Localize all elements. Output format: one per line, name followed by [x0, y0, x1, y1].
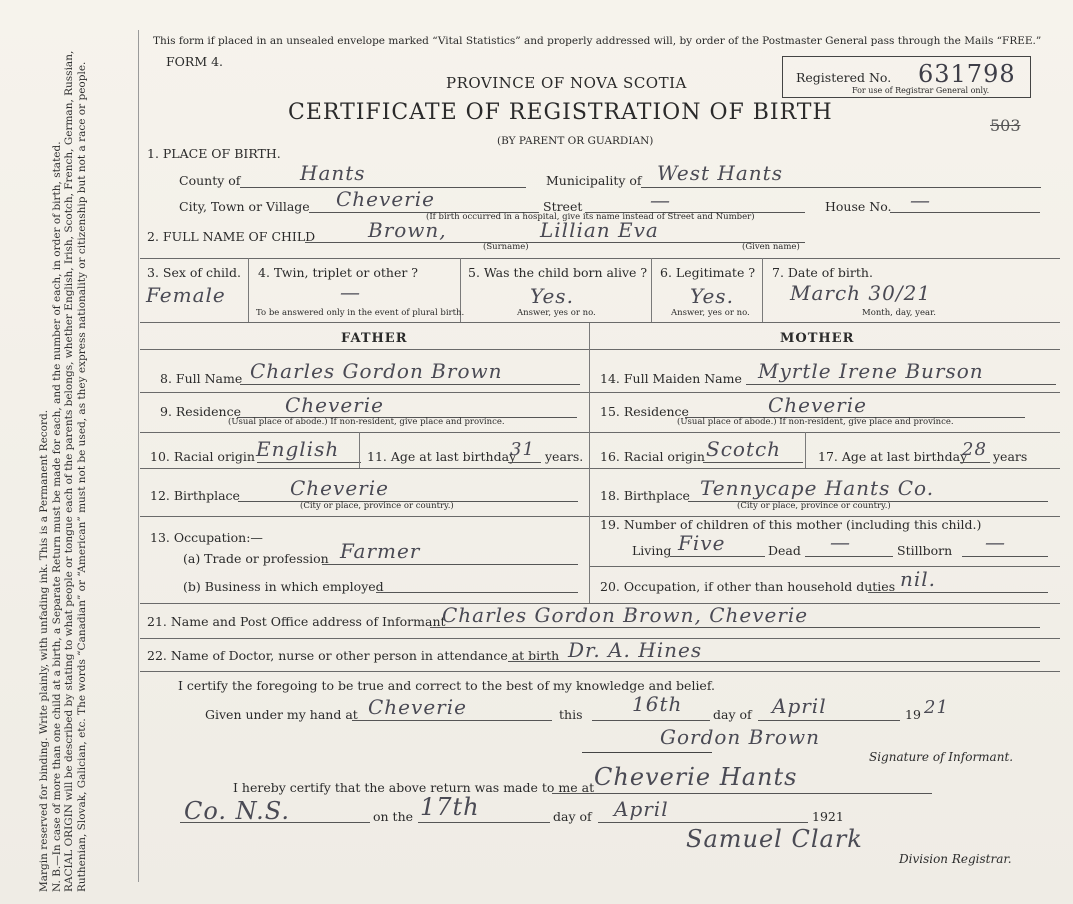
father-birthplace-label: 12. Birthplace — [150, 488, 240, 503]
registered-label: Registered No. — [796, 70, 892, 85]
given-day-of-label: day of — [713, 707, 752, 722]
doctor-label: 22. Name of Doctor, nurse or other person in attendance at birth — [147, 648, 560, 663]
child-name-label: 2. FULL NAME OF CHILD — [147, 229, 316, 244]
city-label: City, Town or Village — [179, 199, 310, 214]
alive-value: Yes. — [530, 284, 574, 308]
mother-occupation: nil. — [900, 567, 937, 591]
postal-note: This form if placed in an unsealed envelope marked “Vital Statistics” and properly addressed will, by order of the Postmaster General pass through the Mails “FREE.” — [153, 35, 1042, 47]
county-value: Hants — [300, 161, 366, 185]
father-business-label: (b) Business in which employed — [183, 579, 384, 594]
margin-note-2: N. B.—In case of more than one child at a birth, a Separate Return must be made for each, and the number of each, in order of birth, stated. — [50, 141, 63, 892]
father-name: Charles Gordon Brown — [250, 359, 503, 383]
mother-racial-line — [703, 462, 803, 463]
mother-children-label: 19. Number of children of this mother (including this child.) — [600, 517, 982, 532]
given-under-label: Given under my hand at — [205, 707, 358, 722]
mother-row-rule-2 — [590, 432, 1060, 433]
mother-row-rule-3 — [590, 468, 1060, 469]
registrar-day-of-label: day of — [553, 809, 592, 824]
margin-note-4: Ruthenian, Slovak, Galician, etc. The words “Canadian” or “American” must not be used, as they express nationality or citizenship but not a race or people. — [75, 61, 88, 892]
parents-header-rule — [140, 349, 1060, 350]
legitimate-value: Yes. — [690, 284, 734, 308]
mother-birthplace-label: 18. Birthplace — [600, 488, 690, 503]
registrar-place-line — [552, 793, 932, 794]
given-day-line — [592, 720, 710, 721]
mother-occupation-line — [868, 592, 1048, 593]
father-age-label: 11. Age at last birthday — [367, 449, 517, 464]
row-bottom-rule — [140, 322, 1060, 323]
this-label: this — [559, 707, 583, 722]
given-place: Cheverie — [368, 695, 467, 719]
twin-note: To be answered only in the event of plural birth. — [256, 308, 465, 318]
city-value: Cheverie — [336, 187, 435, 211]
col-divider-3 — [651, 258, 652, 322]
registrar-county: Co. N.S. — [184, 797, 290, 825]
mother-birthplace: Tennycape Hants Co. — [700, 476, 935, 500]
house-label: House No. — [825, 199, 892, 214]
legitimate-label: 6. Legitimate ? — [660, 265, 756, 280]
given-month-line — [758, 720, 900, 721]
informant-signature-caption: Signature of Informant. — [869, 750, 1014, 764]
registrar-day: 17th — [420, 793, 480, 821]
given-year: 21 — [924, 697, 949, 718]
corner-mark: 503 — [990, 116, 1021, 135]
father-row-rule-2 — [140, 432, 589, 433]
informant-signature: Gordon Brown — [660, 725, 820, 749]
father-age-divider — [359, 432, 360, 468]
father-residence-note: (Usual place of abode.) If non-resident, give place and province. — [228, 417, 505, 427]
mother-age-label: 17. Age at last birthday — [818, 449, 968, 464]
informant-line — [430, 627, 1040, 628]
father-racial: English — [256, 437, 340, 461]
mother-name-line — [746, 384, 1056, 385]
registrar-use-note: For use of Registrar General only. — [852, 86, 990, 95]
registrar-place: Cheverie Hants — [594, 763, 798, 791]
street-label: Street — [543, 199, 583, 214]
living-value: Five — [678, 531, 726, 555]
certificate-title: CERTIFICATE OF REGISTRATION OF BIRTH — [288, 100, 833, 125]
father-row-rule-3 — [140, 468, 589, 469]
mother-residence-note: (Usual place of abode.) If non-resident, give place and province. — [677, 417, 954, 427]
col-divider-1 — [248, 258, 249, 322]
mother-age: 28 — [962, 439, 987, 460]
dead-line — [805, 556, 893, 557]
certification-statement: I certify the foregoing to be true and correct to the best of my knowledge and belief. — [178, 678, 715, 693]
mother-residence: Cheverie — [768, 393, 867, 417]
father-racial-line — [257, 462, 361, 463]
registrar-day-line — [418, 822, 550, 823]
informant-label: 21. Name and Post Office address of Informant — [147, 614, 446, 629]
county-label: County of — [179, 173, 241, 188]
dead-value: — — [830, 530, 851, 554]
dob-value: March 30/21 — [790, 281, 932, 305]
father-racial-label: 10. Racial origin — [150, 449, 255, 464]
father-name-line — [240, 384, 580, 385]
stillborn-value: — — [985, 530, 1006, 554]
father-heading: FATHER — [341, 331, 408, 346]
father-trade-label: (a) Trade or profession — [183, 551, 329, 566]
dob-label: 7. Date of birth. — [772, 265, 873, 280]
father-trade-line — [322, 564, 578, 565]
informant-value: Charles Gordon Brown, Cheverie — [442, 603, 809, 627]
mother-name: Myrtle Irene Burson — [758, 359, 984, 383]
registrar-caption: Division Registrar. — [899, 852, 1012, 866]
mother-birthplace-note: (City or place, province or country.) — [737, 501, 891, 511]
doctor-value: Dr. A. Hines — [568, 638, 703, 662]
father-trade: Farmer — [340, 539, 421, 563]
given-month: April — [772, 694, 827, 718]
sex-label: 3. Sex of child. — [147, 265, 242, 280]
twin-label: 4. Twin, triplet or other ? — [258, 265, 418, 280]
child-name-line — [305, 242, 805, 243]
registrar-month-line — [598, 822, 808, 823]
margin-notes — [38, 32, 88, 892]
given-name-caption: (Given name) — [742, 242, 800, 252]
mother-years: years — [993, 449, 1028, 464]
hospital-note: (If birth occurred in a hospital, give its name instead of Street and Number) — [426, 212, 755, 222]
mother-racial-label: 16. Racial origin — [600, 449, 705, 464]
municipality-line — [641, 187, 1041, 188]
mother-row-rule-5 — [590, 566, 1060, 567]
given-day: 16th — [632, 692, 683, 716]
father-birthplace: Cheverie — [290, 476, 389, 500]
given-place-line — [352, 720, 552, 721]
binding-margin-line — [138, 30, 139, 882]
margin-note-3: RACIAL ORIGIN will be described by stating to what people or tongue each of the parents belongs, whether English, Irish, Scotch, French, German, Russian, — [63, 50, 75, 892]
sex-value: Female — [146, 283, 226, 307]
registrar-statement: I hereby certify that the above return was made to me at — [233, 780, 595, 795]
dob-note: Month, day, year. — [862, 308, 936, 318]
mother-residence-label: 15. Residence — [600, 404, 689, 419]
mother-name-label: 14. Full Maiden Name — [600, 371, 742, 386]
dead-label: Dead — [768, 543, 801, 558]
father-row-rule-4 — [140, 516, 589, 517]
living-label: Living — [632, 543, 672, 558]
doctor-rule — [140, 671, 1060, 672]
parents-divider — [589, 323, 590, 603]
municipality-value: West Hants — [657, 161, 783, 185]
house-value: — — [910, 188, 931, 212]
living-line — [670, 556, 765, 557]
registrar-year: 1921 — [812, 809, 844, 824]
mother-racial: Scotch — [706, 437, 782, 461]
given-year-prefix: 19 — [905, 707, 921, 722]
father-birthplace-note: (City or place, province or country.) — [300, 501, 454, 511]
alive-note: Answer, yes or no. — [517, 308, 596, 318]
house-line — [890, 212, 1040, 213]
mother-age-line — [960, 462, 990, 463]
informant-signature-underline — [582, 752, 712, 753]
father-residence-label: 9. Residence — [160, 404, 241, 419]
father-residence: Cheverie — [285, 393, 384, 417]
registrar-on-label: on the — [373, 809, 414, 824]
place-of-birth-heading: 1. PLACE OF BIRTH. — [147, 146, 281, 161]
mother-age-divider — [805, 432, 806, 468]
mother-occupation-label: 20. Occupation, if other than household duties — [600, 579, 896, 594]
father-business-line — [376, 592, 578, 593]
certificate-subtitle: (BY PARENT OR GUARDIAN) — [497, 135, 654, 147]
municipality-label: Municipality of — [546, 173, 642, 188]
twin-value: — — [340, 280, 361, 304]
child-surname: Brown, — [368, 218, 447, 242]
registered-number: 631798 — [918, 60, 1016, 88]
registrar-month: April — [614, 797, 669, 821]
legitimate-note: Answer, yes or no. — [671, 308, 750, 318]
father-occupation-label: 13. Occupation:— — [150, 530, 263, 545]
street-value: — — [650, 188, 671, 212]
mother-heading: MOTHER — [780, 331, 855, 346]
child-given-name: Lillian Eva — [540, 218, 659, 242]
surname-caption: (Surname) — [483, 242, 529, 252]
father-years: years. — [545, 449, 584, 464]
father-age: 31 — [510, 439, 535, 460]
stillborn-line — [962, 556, 1048, 557]
col-divider-4 — [762, 258, 763, 322]
margin-note-1: Margin reserved for binding. Write plainly, with unfading ink. This is a Permanent Record. — [38, 409, 50, 892]
father-age-line — [508, 462, 541, 463]
form-number: FORM 4. — [166, 54, 224, 69]
stillborn-label: Stillborn — [897, 543, 953, 558]
father-name-label: 8. Full Name — [160, 371, 243, 386]
registrar-signature: Samuel Clark — [686, 825, 863, 853]
row-top-rule — [140, 258, 1060, 259]
province-title: PROVINCE OF NOVA SCOTIA — [446, 74, 687, 92]
alive-label: 5. Was the child born alive ? — [468, 265, 648, 280]
